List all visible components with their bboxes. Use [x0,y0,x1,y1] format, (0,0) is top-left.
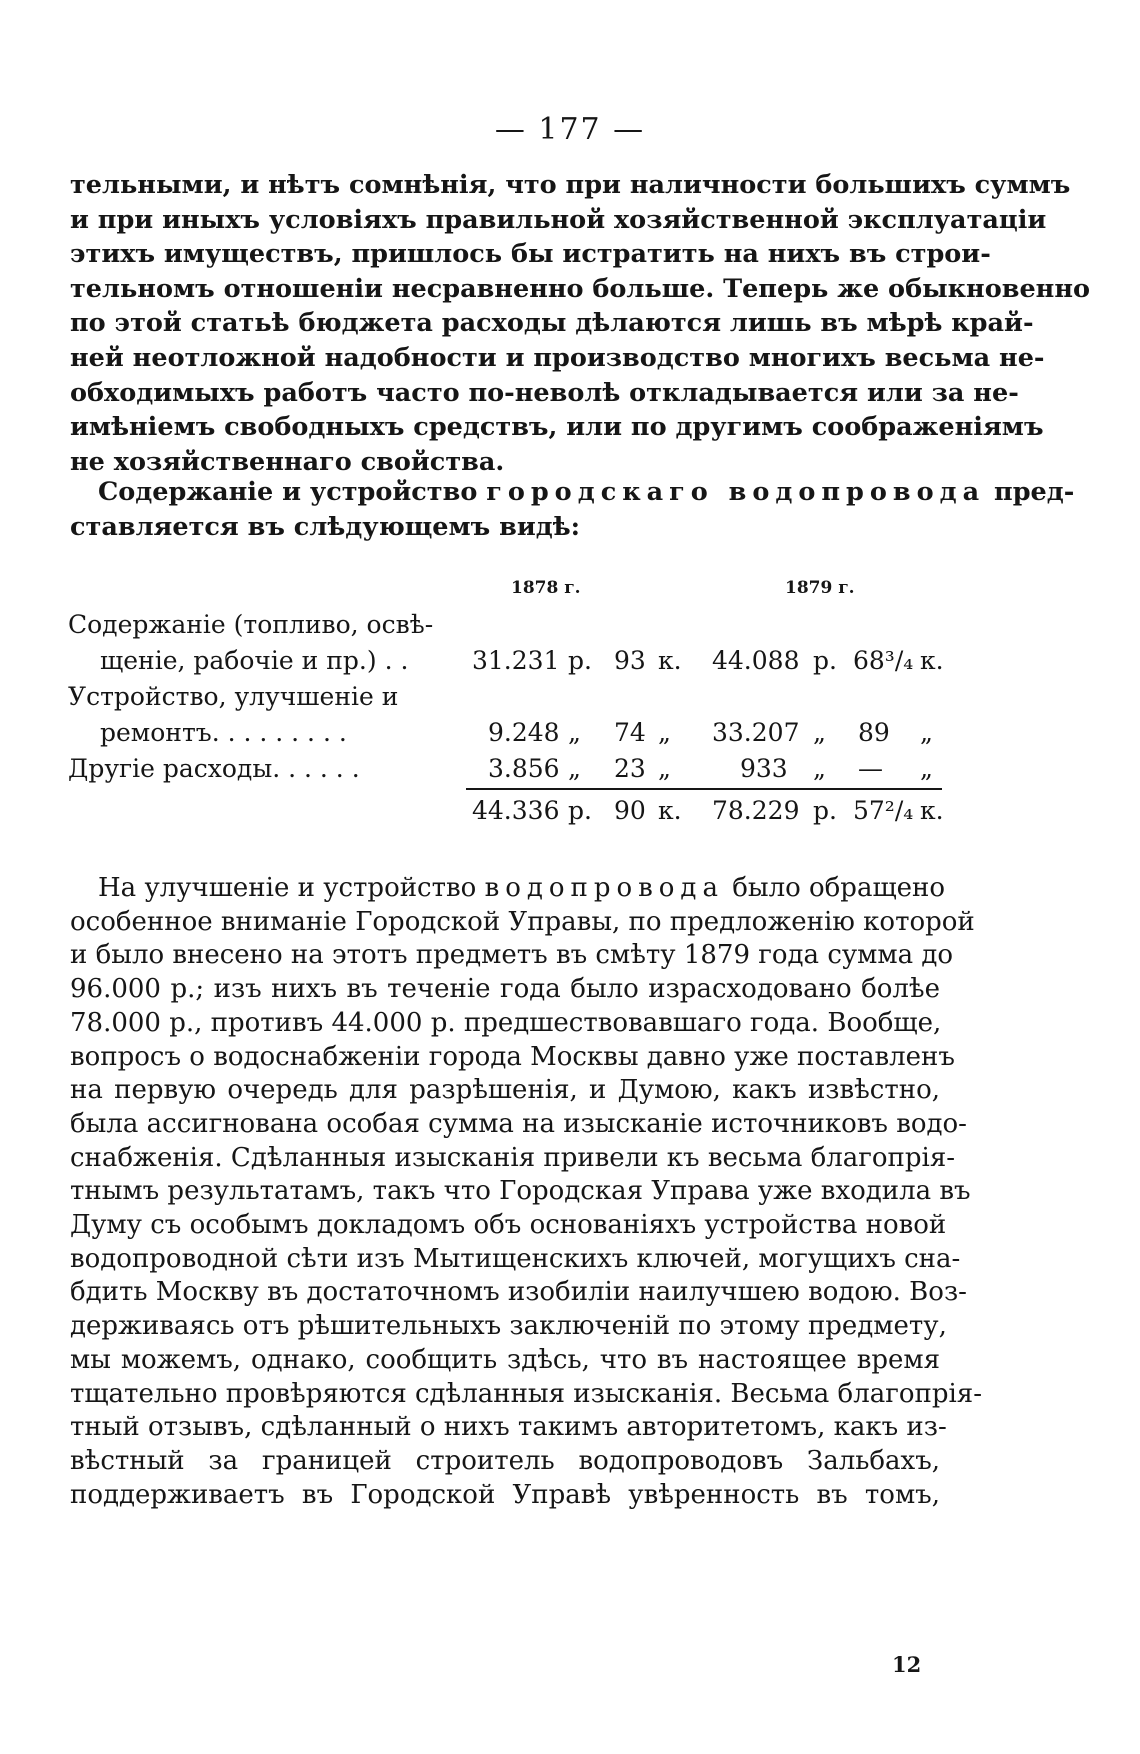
paragraph-1-line: по этой статьѣ бюджета расходы дѣлаются лишь въ мѣрѣ край- [70,308,1034,339]
paragraph-3-line: тщательно провѣряются сдѣланныя изысканія. Весьма благопрія- [70,1378,982,1409]
paragraph-1-line: имѣніемъ свободныхъ средствъ, или по другимъ соображеніямъ [70,412,1044,443]
unit: „ [813,718,826,747]
unit: р. [813,646,837,675]
paragraph-2 [70,475,1075,544]
spaced-emphasis: городскаго водопровода [486,477,986,507]
sum-rule [466,788,942,790]
paragraph-3-line: и было внесено на этотъ предметъ въ смѣту 1879 года сумма до [70,940,954,971]
paragraph-3-line [70,872,945,906]
paragraph-3-line: особенное вниманіе Городской Управы, по предложенію которой [70,906,975,937]
paragraph-3-line: тный отзывъ, сдѣланный о нихъ такимъ авторитетомъ, какъ из- [70,1412,947,1443]
unit: „ [568,718,581,747]
column-header-1878: 1878 г. [511,578,581,598]
paragraph-3-line: бдить Москву въ достаточномъ изобиліи наилучшею водою. Воз- [70,1277,967,1308]
paragraph-1-line: и при иныхъ условіяхъ правильной хозяйственной эксплуатаціи [70,204,1047,235]
spaced-emphasis: водопровода [484,873,724,903]
kopecks-1878: 93 [614,646,646,675]
unit: „ [658,718,671,747]
paragraph-1-line: тельными, и нѣтъ сомнѣнія, что при наличности большихъ суммъ [70,170,1071,200]
total-kopecks-1878: 90 [614,796,646,825]
row-label: Содержаніе (топливо, освѣ- [68,610,434,639]
text-span: было обращено [732,873,945,903]
signature-mark: 12 [892,1652,922,1677]
paragraph-3-line: вѣстный за границей строитель водопроводовъ Зальбахъ, [70,1445,940,1476]
row-label: Другіе расходы. . . . . . [68,754,360,783]
row-label: Устройство, улучшеніе и [68,682,399,711]
table-row [68,718,948,752]
paragraph-3-line: на первую очередь для разрѣшенія, и Думою, какъ извѣстно, [70,1075,940,1106]
paragraph-3-line: снабженія. Сдѣланныя изысканія привели къ весьма благопрія- [70,1142,956,1173]
paragraph-3-line: Думу съ особымъ докладомъ объ основаніяхъ устройства новой [70,1210,947,1241]
table-row [68,610,948,644]
total-rubles-1879: 78.229 [712,796,800,825]
page-number: — 177 — [494,112,646,147]
paragraph-3-line: водопроводной сѣти изъ Мытищенскихъ ключей, могущихъ сна- [70,1243,961,1274]
paragraph-1-line: тельномъ отношеніи несравненно больше. Теперь же обыкновенно [70,273,1090,304]
text-span: Содержаніе и устройство [98,477,478,507]
total-kopecks-1879: 57²/₄ [853,796,914,825]
paragraph-3-line: держиваясь отъ рѣшительныхъ заключеній по этому предмету, [70,1311,947,1342]
paragraph-1-line: ней неотложной надобности и производство многихъ весьма не- [70,342,1045,373]
paragraph-1-line: этихъ имуществъ, пришлось бы истратить на нихъ въ строи- [70,239,991,270]
column-header-1879: 1879 г. [785,578,855,598]
rubles-1878: 9.248 [488,718,560,747]
rubles-1879: 33.207 [712,718,800,747]
table-row [68,754,948,788]
rubles-1879: 933 [740,754,788,783]
kopecks-1879: — [858,754,883,783]
unit: „ [813,754,826,783]
kopecks-1878: 74 [614,718,646,747]
paragraph-1-line: обходимыхъ работъ часто по-неволѣ откладывается или за не- [70,377,1019,408]
row-label: ремонтъ. . . . . . . . . [100,718,347,747]
paragraph-3-line: вопросъ о водоснабженіи города Москвы давно уже поставленъ [70,1041,955,1072]
paragraph-3 [70,872,982,1512]
paragraph-3-line: мы можемъ, однако, сообщить здѣсь, что въ настоящее время [70,1344,940,1375]
unit: к. [658,646,682,675]
paragraph-1 [70,168,1090,479]
total-rubles-1878: 44.336 [472,796,560,825]
unit: „ [920,718,933,747]
paragraph-3-line: была ассигнована особая сумма на изысканіе источниковъ водо- [70,1108,967,1139]
rubles-1878: 31.231 [472,646,560,675]
table-row [68,682,948,716]
row-label: щеніе, рабочіе и пр.) . . [100,646,409,675]
unit: р. [568,646,592,675]
unit: „ [568,754,581,783]
kopecks-1879: 68³/₄ [853,646,914,675]
unit: к. [920,796,944,825]
unit: „ [920,754,933,783]
unit: р. [813,796,837,825]
kopecks-1879: 89 [858,718,890,747]
text-span: На улучшеніе и устройство [98,873,477,903]
paragraph-3-line: тнымъ результатамъ, такъ что Городская Управа уже входила въ [70,1176,971,1207]
rubles-1878: 3.856 [488,754,560,783]
unit: к. [658,796,682,825]
text-span: пред- [994,477,1075,507]
kopecks-1878: 23 [614,754,646,783]
unit: „ [658,754,671,783]
paragraph-3-line: 96.000 р.; изъ нихъ въ теченіе года было израсходовано болѣе [70,974,940,1005]
unit: к. [920,646,944,675]
paragraph-3-line: поддерживаетъ въ Городской Управѣ увѣренность въ томъ, [70,1479,940,1510]
rubles-1879: 44.088 [712,646,800,675]
paragraph-2-line: ставляется въ слѣдующемъ видѣ: [70,511,581,542]
paragraph-3-line: 78.000 р., противъ 44.000 р. предшествовавшаго года. Вообще, [70,1007,942,1038]
paragraph-1-line: не хозяйственнаго свойства. [70,446,505,477]
unit: р. [568,796,592,825]
table-total-row [68,796,948,830]
table-row [68,646,948,680]
paragraph-2-line [70,475,1075,510]
